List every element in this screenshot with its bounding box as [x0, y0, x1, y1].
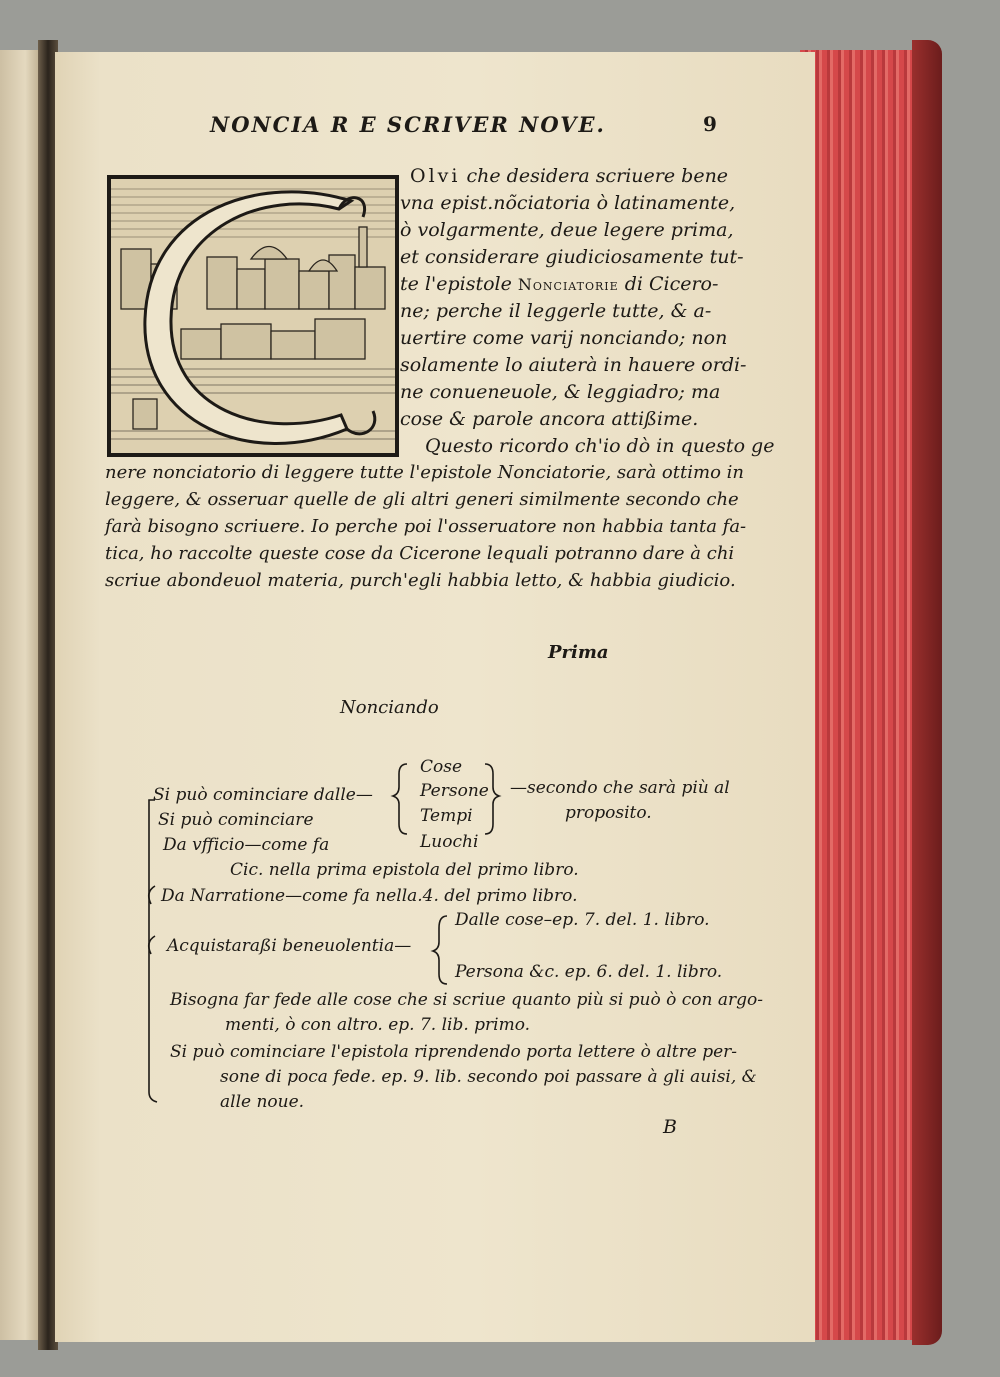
diagram-cose: Cose [420, 757, 463, 777]
paragraph-line-3: ò volgarmente, deue legere prima, [400, 219, 734, 241]
diagram-proposito: proposito. [565, 803, 652, 823]
left-page-edge [0, 50, 42, 1340]
diagram-secondo: —secondo che sarà più al [510, 778, 730, 798]
paragraph-line-12: nere nonciatorio di leggere tutte l'epistole Nonciatorie, sarà ottimo in [105, 462, 744, 483]
paragraph-line-4: et considerare giudiciosamente tut- [400, 246, 744, 268]
diagram-cic: Cic. nella prima epistola del primo libro. [230, 860, 579, 880]
diagram-da-vfficio: Da vfficio—come fa [163, 835, 330, 855]
heading-prima: Prima [548, 642, 609, 663]
diagram-riprendendo-2: sone di poca fede. ep. 9. lib. secondo poi passare à gli auisi, & [220, 1067, 757, 1087]
paragraph-line-5-end: di Cicero- [618, 273, 719, 295]
diagram-si-puo: Si può cominciare [158, 810, 314, 830]
diagram-acquistarassi: Acquistaraßi beneuolentia— [167, 936, 412, 956]
paragraph-line-14: farà bisogno scriuere. Io perche poi l'osseruatore non habbia tanta fa- [105, 516, 747, 537]
paragraph-line-7: uertire come varij nonciando; non [400, 327, 728, 349]
diagram-persona: Persona &c. ep. 6. del. 1. libro. [455, 962, 723, 982]
opening-word: Olvi [410, 165, 461, 187]
paragraph-line-15: tica, ho raccolte queste cose da Cicerone lequali potranno dare à chi [105, 543, 735, 564]
paragraph-line-11: Questo ricordo ch'io dò in questo ge [425, 435, 775, 457]
diagram-tempi: Tempi [420, 806, 473, 826]
paragraph-line-9: ne conueneuole, & leggiadro; ma [400, 381, 721, 403]
diagram-persone: Persone [420, 781, 489, 801]
paragraph-line-16: scriue abondeuol materia, purch'egli habbia letto, & habbia giudicio. [105, 570, 736, 591]
heading-nonciando: Nonciando [340, 697, 439, 718]
diagram-si-puo-dalle: Si può cominciare dalle— [153, 785, 373, 805]
nonciatorie-small-caps: Nonciatorie [517, 275, 619, 294]
signature-mark: B [663, 1116, 677, 1138]
diagram-da-narratione: Da Narratione—come fa nella.4. del primo libro. [161, 886, 578, 906]
red-page-edges [800, 50, 925, 1340]
paragraph-line-8: solamente lo aiuterà in hauere ordi- [400, 354, 747, 376]
running-head: NONCIA R E SCRIVER NOVE. [210, 112, 606, 137]
paragraph-line-2: vna epist.nõciatoria ò latinamente, [400, 192, 736, 214]
diagram-dalle-cose: Dalle cose–ep. 7. del. 1. libro. [455, 910, 710, 930]
diagram-bisogna-2: menti, ò con altro. ep. 7. lib. primo. [225, 1015, 531, 1035]
book-cover-edge [912, 40, 942, 1345]
paragraph-line-1-text: che desidera scriuere bene [460, 165, 729, 187]
book-page [55, 52, 815, 1342]
diagram-luochi: Luochi [420, 832, 479, 852]
page-number: 9 [703, 112, 717, 136]
paragraph-line-13: leggere, & osseruar quelle de gli altri generi similmente secondo che [105, 489, 739, 510]
diagram-riprendendo-3: alle noue. [220, 1092, 305, 1112]
diagram-riprendendo-1: Si può cominciare l'epistola riprendendo porta lettere ò altre per- [170, 1042, 738, 1062]
paragraph-line-10: cose & parole ancora attißime. [400, 408, 699, 430]
bracket-diagram-lines [55, 52, 815, 1152]
diagram-bisogna-1: Bisogna far fede alle cose che si scriue quanto più si può ò con argo- [170, 990, 764, 1010]
paragraph-line-5-text: te l'epistole [400, 273, 518, 295]
paragraph-line-6: ne; perche il leggerle tutte, & a- [400, 300, 712, 322]
